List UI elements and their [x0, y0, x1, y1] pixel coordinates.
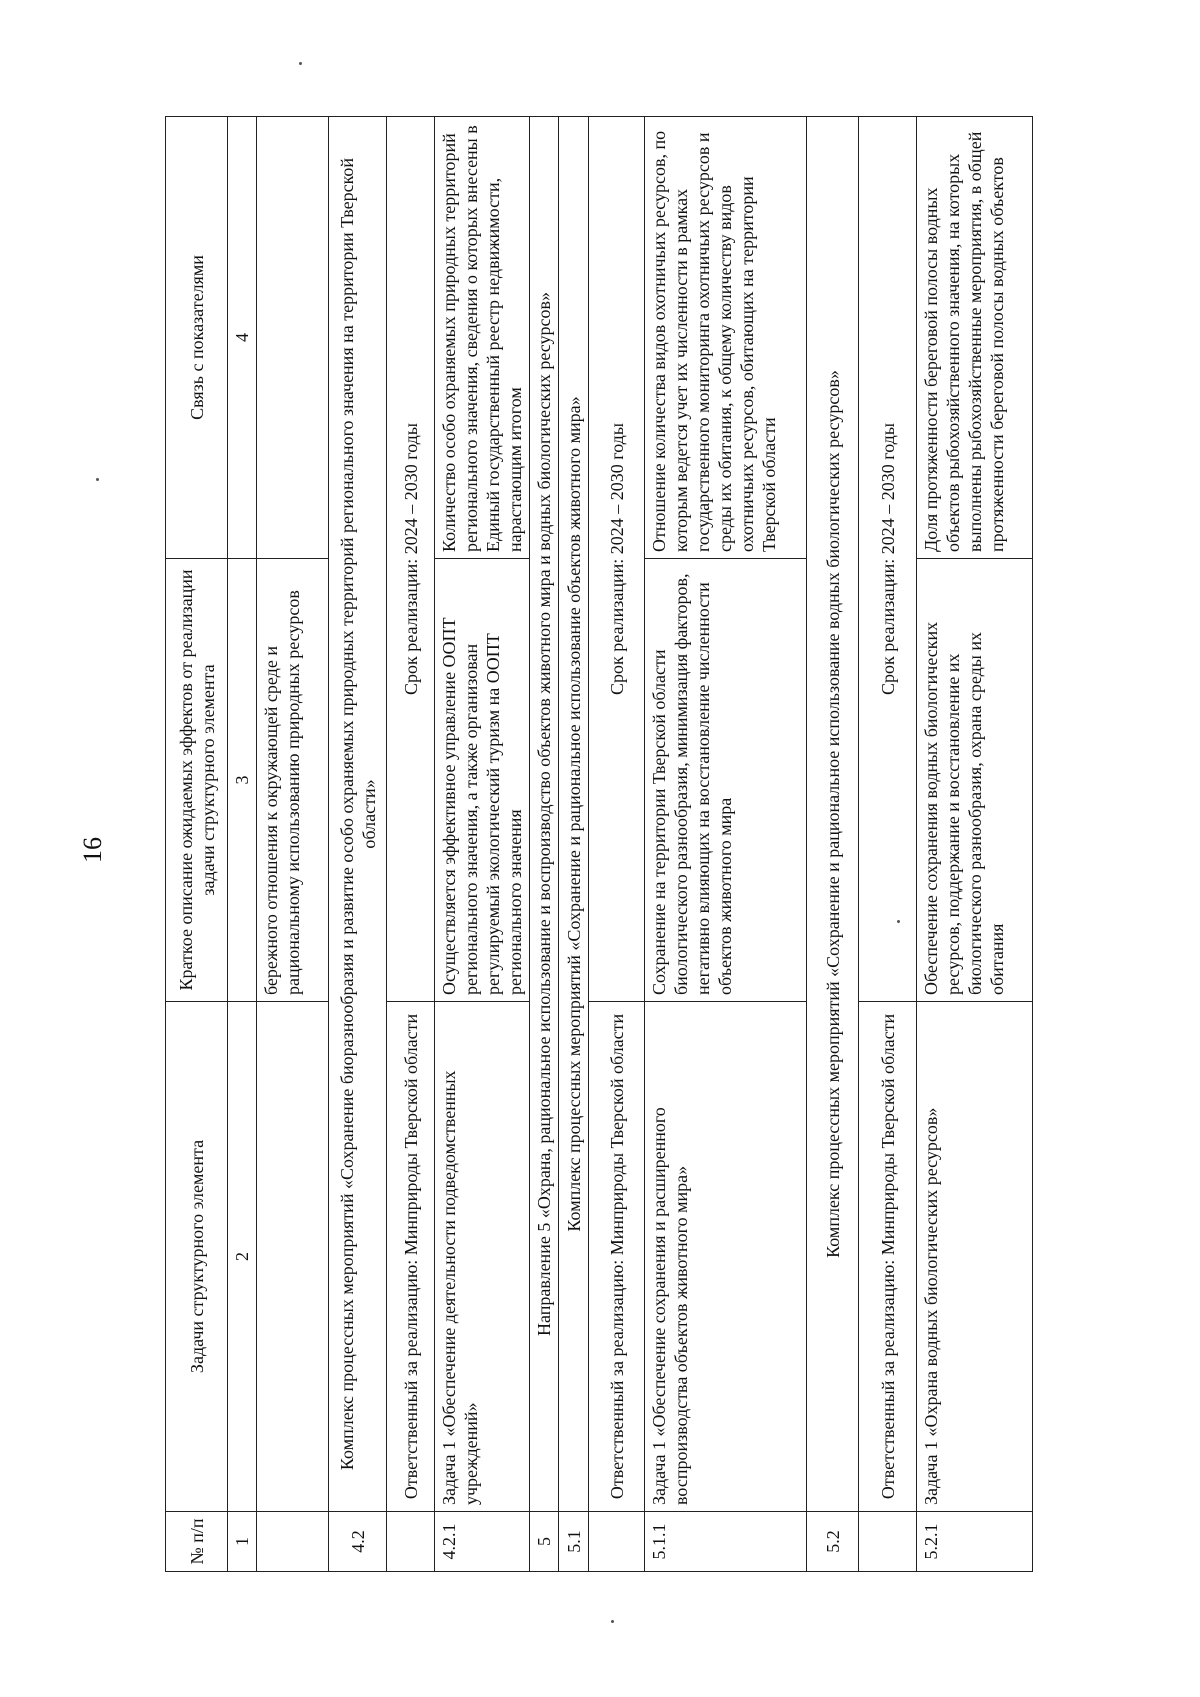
effects-text: Сохранение на территории Тверской области биологического разнообразия, минимизация факторов, негативно влияющих на восстановление численности объектов животного мира — [645, 559, 807, 1002]
table-row-5-2 — [807, 117, 859, 1572]
table-row-5 — [530, 117, 559, 1572]
structural-elements-table — [165, 116, 1033, 1572]
implementation-period: Срок реализации: 2024 – 2030 годы — [859, 117, 917, 1002]
process-complex-title: Комплекс процессных мероприятий «Сохранение и рациональное использование водных биологических ресурсов» — [807, 117, 859, 1512]
indicator-text: Отношение количества видов охотничьих ресурсов, по которым ведется учет их численности в рамках государственного мониторинга охотничьих ресурсов и среды их обитания, к общему количеству видов охотничьих ресурсов, обитающих на территории Тверской области — [645, 117, 807, 559]
cell-empty — [387, 1512, 435, 1572]
task-text: Задача 1 «Обеспечение сохранения и расширенного воспроизводства объектов животного мира» — [645, 1002, 807, 1512]
table-header-row — [166, 117, 228, 1572]
responsible-text: Ответственный за реализацию: Минприроды Тверской области — [387, 1002, 435, 1512]
row-number: 5.1 — [559, 1512, 589, 1572]
effects-text: Осуществляется эффективное управление ООПТ регионального значения, а также организован регулируемый экологический туризм на ООПТ регионального значения — [435, 559, 530, 1002]
scan-speck — [96, 478, 99, 481]
table-row-responsible — [387, 117, 435, 1572]
table-row-continuation — [257, 117, 329, 1572]
table-row-5-1 — [559, 117, 589, 1572]
cell-empty — [859, 1512, 917, 1572]
indicator-text: Доля протяженности береговой полосы водных объектов рыбохозяйственного значения, на которых выполнены рыбохозяйственные мероприятия, в общей протяженности береговой полосы водных объектов — [917, 117, 1033, 559]
task-text: Задача 1 «Охрана водных биологических ресурсов» — [917, 1002, 1033, 1512]
row-number: 4.2 — [329, 1512, 387, 1572]
cell-empty — [257, 1002, 329, 1512]
cell-empty — [257, 1512, 329, 1572]
row-number: 5.1.1 — [645, 1512, 807, 1572]
table-row-5-2-1 — [917, 117, 1033, 1572]
row-number: 4.2.1 — [435, 1512, 530, 1572]
scan-speck — [897, 920, 900, 923]
row-number: 5 — [530, 1512, 559, 1572]
column-number-1: 1 — [228, 1512, 257, 1572]
row-number: 5.2.1 — [917, 1512, 1033, 1572]
scan-speck — [299, 62, 302, 65]
column-number-4: 4 — [228, 117, 257, 559]
header-col-effects: Краткое описание ожидаемых эффектов от реализации задачи структурного элемента — [166, 559, 228, 1002]
column-number-2: 2 — [228, 1002, 257, 1512]
header-col-tasks: Задачи структурного элемента — [166, 1002, 228, 1512]
effects-text: Обеспечение сохранения водных биологических ресурсов, поддержание и восстановление их биологического разнообразия, охрана среды их обитания — [917, 559, 1033, 1002]
page-number: 16 — [78, 837, 107, 863]
table-row-responsible — [589, 117, 645, 1572]
process-complex-title: Комплекс процессных мероприятий «Сохранение и рациональное использование объектов животного мира» — [559, 117, 589, 1512]
cell-empty — [257, 117, 329, 559]
header-col-number: № п/п — [166, 1512, 228, 1572]
process-complex-title: Комплекс процессных мероприятий «Сохранение биоразнообразия и развитие особо охраняемых природных территорий регионального значения на территории Тверской области» — [329, 117, 387, 1512]
scan-speck — [611, 1620, 614, 1623]
table-row-5-1-1 — [645, 117, 807, 1572]
direction-title: Направление 5 «Охрана, рациональное использование и воспроизводство объектов животного мира и водных биологических ресурсов» — [530, 117, 559, 1512]
implementation-period: Срок реализации: 2024 – 2030 годы — [387, 117, 435, 1002]
implementation-period: Срок реализации: 2024 – 2030 годы — [589, 117, 645, 1002]
header-col-indicators: Связь с показателями — [166, 117, 228, 559]
task-text: Задача 1 «Обеспечение деятельности подведомственных учреждений» — [435, 1002, 530, 1512]
column-number-row — [228, 117, 257, 1572]
table-row-responsible — [859, 117, 917, 1572]
column-number-3: 3 — [228, 559, 257, 1002]
row-number: 5.2 — [807, 1512, 859, 1572]
responsible-text: Ответственный за реализацию: Минприроды Тверской области — [589, 1002, 645, 1512]
table-row-4-2 — [329, 117, 387, 1572]
responsible-text: Ответственный за реализацию: Минприроды Тверской области — [859, 1002, 917, 1512]
indicator-text: Количество особо охраняемых природных территорий регионального значения, сведения о которых внесены в Единый государственный реестр недвижимости, нарастающим итогом — [435, 117, 530, 559]
continuation-effects-text: бережного отношения к окружающей среде и рациональному использованию природных ресурсов — [257, 559, 329, 1002]
cell-empty — [589, 1512, 645, 1572]
table-row-4-2-1 — [435, 117, 530, 1572]
rotated-page-content — [165, 117, 1020, 1572]
